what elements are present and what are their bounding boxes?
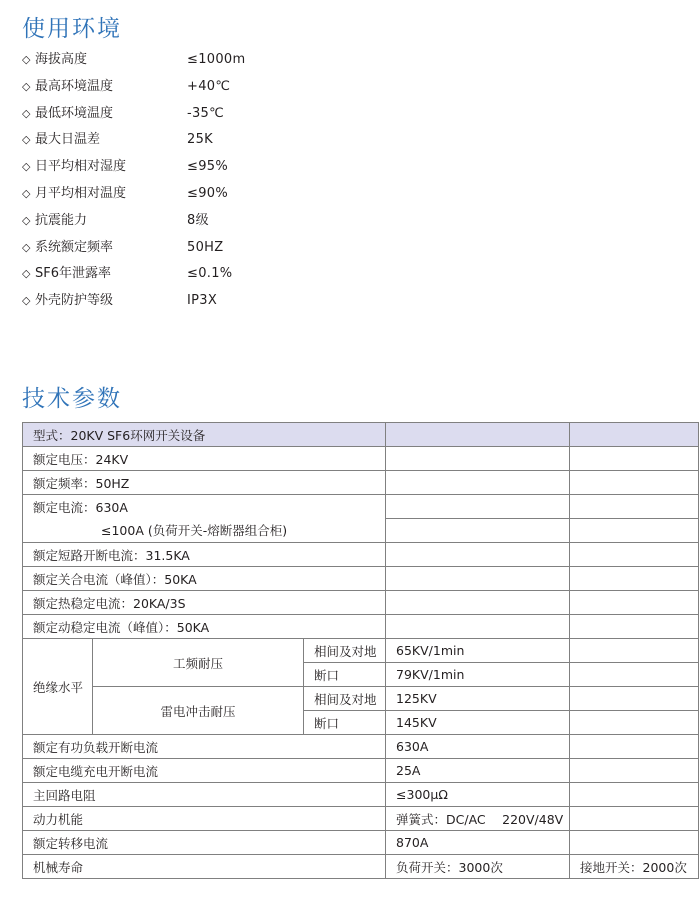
table-row [23, 447, 699, 471]
param-cell: 动力机能 [23, 807, 386, 831]
lightning-label: 雷电冲击耐压 [93, 687, 304, 735]
empty-cell [570, 519, 699, 543]
value-cell: 630A [386, 735, 570, 759]
env-label: 外壳防护等级 [35, 293, 114, 309]
param-cell: 额定电压：24KV [23, 447, 386, 471]
empty-cell [570, 783, 699, 807]
param-cell: 额定频率：50HZ [23, 471, 386, 495]
env-item-min-temp [22, 103, 342, 130]
empty-cell [570, 663, 699, 687]
env-label: 海拔高度 [35, 52, 88, 67]
value-cell: 接地开关：2000次 [570, 855, 699, 879]
tech-params-table [22, 422, 699, 879]
env-value: -35℃ [187, 105, 225, 121]
env-label: 抗震能力 [35, 212, 88, 228]
power-freq-label: 工频耐压 [93, 639, 304, 687]
param-cell: 额定短路开断电流：31.5KA [23, 543, 386, 567]
phase-ground-label: 相间及对地 [304, 639, 386, 663]
diamond-bullet-icon: ◇ [22, 53, 31, 66]
diamond-bullet-icon: ◇ [22, 133, 31, 147]
env-value: 50HZ [187, 239, 224, 255]
model-cell: 型式：20KV SF6环网开关设备 [23, 423, 386, 447]
phase-ground-label: 相间及对地 [304, 687, 386, 711]
empty-cell [570, 711, 699, 735]
empty-cell [386, 591, 570, 615]
env-value: ≤90% [187, 185, 228, 201]
value-cell: 弹簧式：DC/AC 220V/48V [386, 807, 570, 831]
empty-cell [386, 615, 570, 639]
empty-cell [386, 495, 570, 519]
section-title-environment: 使用环境 [22, 16, 122, 42]
table-row [23, 639, 699, 663]
env-item-monthly-humidity [22, 183, 342, 210]
empty-cell [570, 687, 699, 711]
env-label: SF6年泄露率 [35, 266, 112, 282]
env-label: 系统额定频率 [35, 239, 114, 255]
env-item-altitude [22, 49, 342, 76]
empty-cell [570, 471, 699, 495]
param-cell: 额定有功负载开断电流 [23, 735, 386, 759]
diamond-bullet-icon: ◇ [22, 186, 31, 200]
env-item-daily-humidity [22, 156, 342, 183]
env-item-frequency [22, 237, 342, 264]
empty-cell [570, 495, 699, 519]
empty-cell [570, 615, 699, 639]
table-row [23, 543, 699, 567]
empty-cell [386, 543, 570, 567]
value-cell: 870A [386, 831, 570, 855]
value-cell: 125KV [386, 687, 570, 711]
env-label: 最高环境温度 [35, 78, 114, 94]
table-row [23, 519, 699, 543]
diamond-bullet-icon: ◇ [22, 106, 31, 120]
env-label: 日平均相对湿度 [35, 159, 127, 175]
env-label: 最低环境温度 [35, 105, 114, 121]
diamond-bullet-icon: ◇ [22, 160, 31, 174]
table-row [23, 759, 699, 783]
env-value: 8级 [187, 212, 209, 228]
env-value: IP3X [187, 293, 218, 309]
diamond-bullet-icon: ◇ [22, 267, 31, 281]
value-cell: 65KV/1min [386, 639, 570, 663]
empty-cell [386, 519, 570, 543]
table-row [23, 495, 699, 519]
param-cell: 主回路电阻 [23, 783, 386, 807]
empty-cell [570, 807, 699, 831]
param-cell: 额定动稳定电流（峰值）：50KA [23, 615, 386, 639]
table-row [23, 855, 699, 879]
env-item-protection [22, 290, 342, 317]
break-label: 断口 [304, 663, 386, 687]
table-row [23, 831, 699, 855]
env-label: 最大日温差 [35, 132, 101, 148]
insulation-label: 绝缘水平 [23, 639, 93, 735]
diamond-bullet-icon: ◇ [22, 240, 31, 254]
table-row [23, 591, 699, 615]
diamond-bullet-icon: ◇ [22, 294, 31, 308]
param-cell: 额定电流：630A [23, 495, 386, 519]
param-cell: 机械寿命 [23, 855, 386, 879]
empty-cell [570, 831, 699, 855]
empty-cell [570, 759, 699, 783]
env-item-sf6-leak [22, 263, 342, 290]
diamond-bullet-icon: ◇ [22, 213, 31, 227]
env-item-max-temp [22, 76, 342, 103]
empty-cell [386, 447, 570, 471]
value-cell: ≤300μΩ [386, 783, 570, 807]
env-value: 25K [187, 132, 213, 148]
env-item-seismic [22, 210, 342, 237]
env-value: ≤1000m [187, 52, 246, 67]
env-value: ≤0.1% [187, 266, 233, 282]
value-cell: 25A [386, 759, 570, 783]
empty-cell [386, 423, 570, 447]
empty-cell [570, 447, 699, 471]
empty-cell [570, 567, 699, 591]
empty-cell [386, 567, 570, 591]
value-cell: 145KV [386, 711, 570, 735]
empty-cell [570, 543, 699, 567]
param-cell: ≤100A (负荷开关-熔断器组合柜) [23, 519, 386, 543]
table-row [23, 735, 699, 759]
empty-cell [570, 639, 699, 663]
table-row [23, 423, 699, 447]
env-item-daily-diff [22, 129, 342, 156]
empty-cell [386, 471, 570, 495]
env-value: +40℃ [187, 78, 231, 94]
empty-cell [570, 591, 699, 615]
table-row [23, 615, 699, 639]
break-label: 断口 [304, 711, 386, 735]
section-title-tech: 技术参数 [22, 386, 122, 412]
table-row [23, 687, 699, 711]
table-row [23, 783, 699, 807]
env-label: 月平均相对温度 [35, 185, 127, 201]
param-cell: 额定关合电流（峰值）：50KA [23, 567, 386, 591]
env-value: ≤95% [187, 159, 228, 175]
empty-cell [570, 423, 699, 447]
table-row [23, 807, 699, 831]
param-cell: 额定转移电流 [23, 831, 386, 855]
table-row [23, 471, 699, 495]
environment-list [22, 49, 342, 317]
empty-cell [570, 735, 699, 759]
table-row [23, 567, 699, 591]
diamond-bullet-icon: ◇ [22, 79, 31, 93]
param-cell: 额定电缆充电开断电流 [23, 759, 386, 783]
value-cell: 负荷开关：3000次 [386, 855, 570, 879]
value-cell: 79KV/1min [386, 663, 570, 687]
param-cell: 额定热稳定电流：20KA/3S [23, 591, 386, 615]
